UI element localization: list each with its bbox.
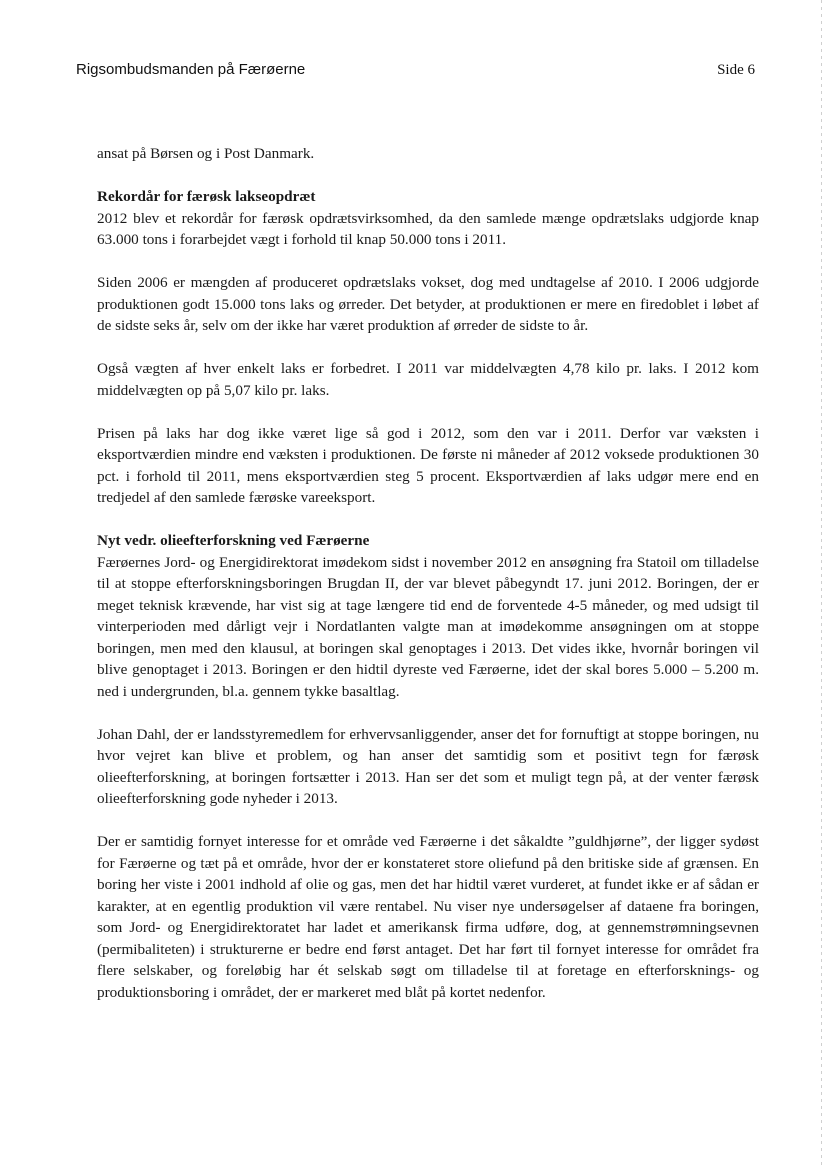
- section-heading-oil: Nyt vedr. olieefterforskning ved Færøerne: [97, 532, 370, 549]
- paragraph-continuation: ansat på Børsen og i Post Danmark.: [97, 145, 315, 162]
- paragraph: Prisen på laks har dog ikke været lige så god i 2012, som den var i 2011. Derfor var væksten i eksportværdien mindre end væksten i produktionen. De første ni måneder af 2012 voksede produktionen 30 pct. i forhold til 2011, mens eksportværdien steg 5 procent. Eksportværdien af laks udgør mere end en tredjedel af den samlede færøske vareeksport.: [97, 424, 759, 506]
- paragraph: Færøernes Jord- og Energidirektorat imødekom sidst i november 2012 en ansøgning fra Statoil om tilladelse til at stoppe efterforskningsboringen Brugdan II, der var blevet påbegyndt 17. juni 2012. Boringen, der er meget teknisk krævende, har vist sig at tage længere tid end de forventede 4-5 måneder, og med udsigt til vinterperioden med dårligt vejr i Nordatlanten valgte man at imødekomme ansøgningen om at stoppe boringen, men med den klausul, at boringen skal genoptages i 2013. Det vides ikke, hvornår boringen vil blive genoptaget i 2013. Boringen er den hidtil dyreste ved Færøerne, idet der skal bores 5.000 – 5.200 m. ned i undergrunden, bl.a. gennem tykke basaltlag.: [97, 553, 759, 700]
- document-body: [97, 143, 759, 1025]
- paragraph: 2012 blev et rekordår for færøsk opdrætsvirksomhed, da den samlede mænge opdrætslaks udgjorde knap 63.000 tons i forarbejdet vægt i forhold til knap 50.000 tons i 2011.: [97, 209, 759, 248]
- page-number: Side 6: [717, 62, 755, 78]
- paragraph: Også vægten af hver enkelt laks er forbedret. I 2011 var middelvægten 4,78 kilo pr. laks. I 2012 kom middelvægten op på 5,07 kilo pr. laks.: [97, 360, 759, 399]
- scan-edge: [821, 0, 822, 1168]
- paragraph: Der er samtidig fornyet interesse for et område ved Færøerne i det såkaldte ”guldhjørne”, der ligger sydøst for Færøerne og tæt på et område, hvor der er konstateret store oliefund på den britiske side af grænsen. En boring her viste i 2001 indhold af olie og gas, men det har hidtil været vurderet, at fundet ikke er af sådan er karakter, at en egentlig produktion vil være rentabel. Nu viser nye undersøgelser af dataene fra boringen, som Jord- og Energidirektoratet har ladet et amerikansk firma udføre, dog, at gennemstrømningsevnen (permibaliteten) i strukturerne er bedre end først antaget. Det har ført til fornyet interesse for området fra flere selskaber, og foreløbig har ét selskab søgt om tilladelse til at foretage en efterforsknings- og produktionsboring i området, der er markeret med blåt på kortet nedenfor.: [97, 833, 759, 1001]
- paragraph: Siden 2006 er mængden af produceret opdrætslaks vokset, dog med undtagelse af 2010. I 2006 udgjorde produktionen godt 15.000 tons laks og ørreder. Det betyder, at produktionen er mere en firedoblet i løbet af de sidste seks år, selv om der ikke har været produktion af ørreder de sidste to år.: [97, 274, 759, 334]
- section-heading-salmon: Rekordår for færøsk lakseopdræt: [97, 188, 316, 205]
- header-title: Rigsombudsmanden på Færøerne: [76, 61, 306, 78]
- paragraph: Johan Dahl, der er landsstyremedlem for erhvervsanliggender, anser det for fornuftigt at stoppe boringen, nu hvor vejret kan blive et problem, og han anser det samtidig som et positivt tegn for færøsk olieefterforskning, at boringen fortsætter i 2013. Han ser det som et muligt tegn på, at der venter færøsk olieefterforskning gode nyheder i 2013.: [97, 725, 759, 807]
